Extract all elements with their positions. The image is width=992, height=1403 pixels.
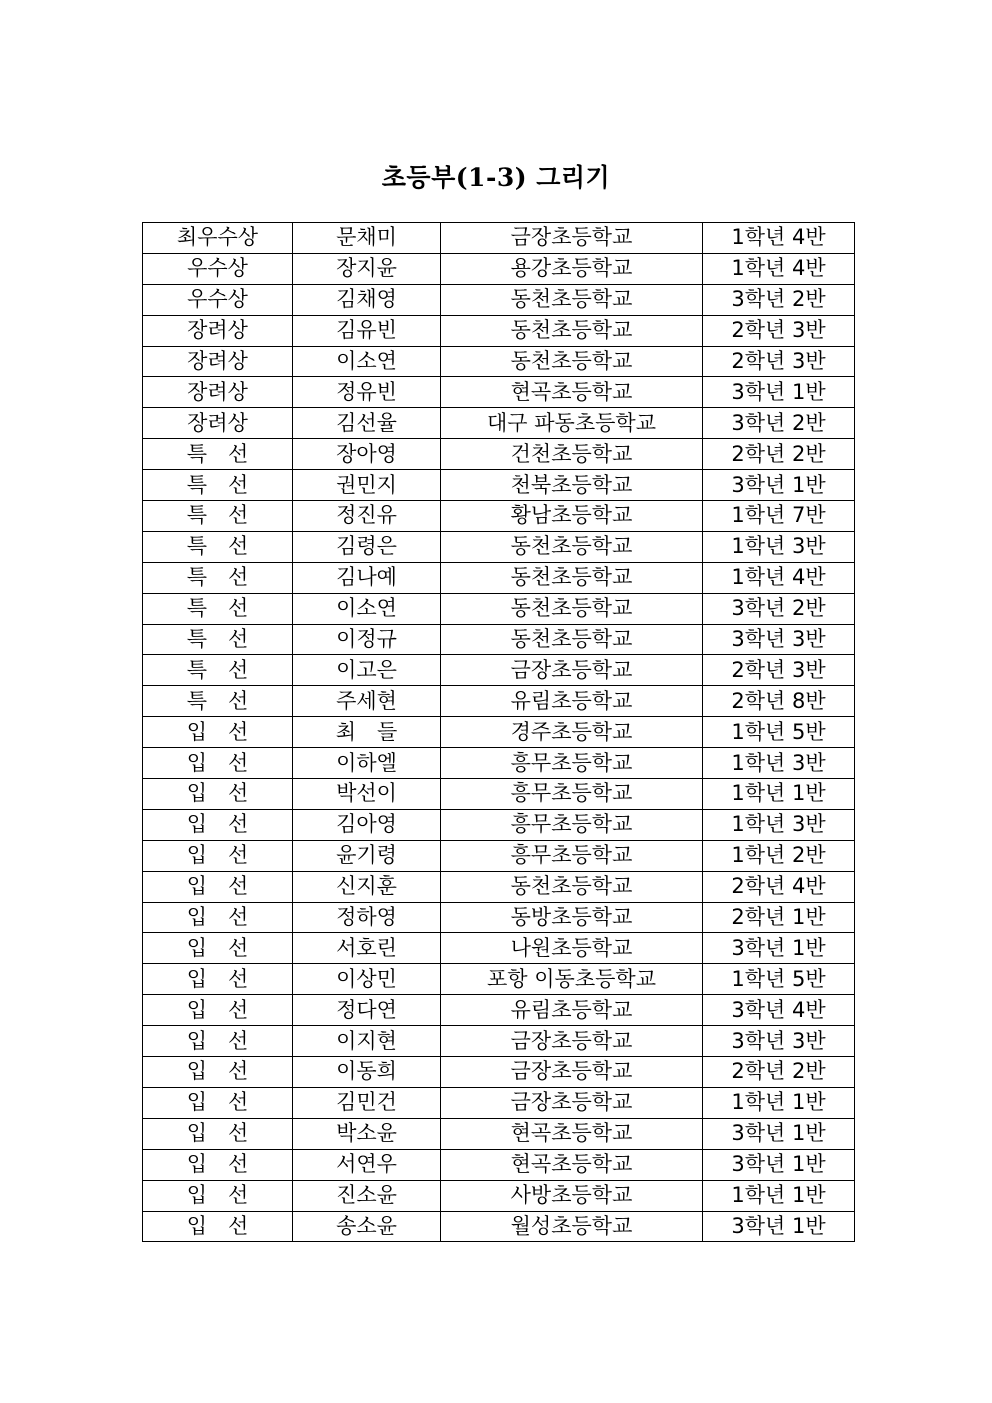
school-cell: 월성초등학교 [441, 1211, 703, 1242]
table-row [143, 593, 855, 624]
school-cell: 경주초등학교 [441, 717, 703, 748]
award-cell: 장려상 [143, 408, 293, 439]
grade-class-cell: 3학년 1반 [703, 933, 855, 964]
school-cell: 용강초등학교 [441, 253, 703, 284]
award-cell: 입 선 [143, 1087, 293, 1118]
award-cell: 입 선 [143, 933, 293, 964]
award-cell: 우수상 [143, 284, 293, 315]
name-cell: 김선율 [293, 408, 441, 439]
school-cell: 천북초등학교 [441, 470, 703, 501]
grade-class-cell: 1학년 5반 [703, 717, 855, 748]
school-cell: 동천초등학교 [441, 624, 703, 655]
school-cell: 현곡초등학교 [441, 377, 703, 408]
awards-table [142, 222, 855, 1242]
grade-class-cell: 3학년 4반 [703, 995, 855, 1026]
grade-class-cell: 1학년 3반 [703, 809, 855, 840]
table-row [143, 871, 855, 902]
table-row [143, 1087, 855, 1118]
school-cell: 사방초등학교 [441, 1180, 703, 1211]
award-cell: 입 선 [143, 748, 293, 779]
name-cell: 이하엘 [293, 748, 441, 779]
name-cell: 이소연 [293, 593, 441, 624]
school-cell: 동방초등학교 [441, 902, 703, 933]
award-cell: 특 선 [143, 562, 293, 593]
grade-class-cell: 1학년 7반 [703, 501, 855, 532]
grade-class-cell: 1학년 5반 [703, 964, 855, 995]
award-cell: 입 선 [143, 871, 293, 902]
name-cell: 정유빈 [293, 377, 441, 408]
name-cell: 김민건 [293, 1087, 441, 1118]
grade-class-cell: 3학년 1반 [703, 377, 855, 408]
award-cell: 특 선 [143, 686, 293, 717]
award-cell: 입 선 [143, 1026, 293, 1057]
grade-class-cell: 1학년 2반 [703, 840, 855, 871]
table-row [143, 1149, 855, 1180]
grade-class-cell: 3학년 3반 [703, 1026, 855, 1057]
name-cell: 이상민 [293, 964, 441, 995]
award-cell: 입 선 [143, 1211, 293, 1242]
table-row [143, 470, 855, 501]
award-cell: 최우수상 [143, 223, 293, 254]
table-row [143, 1118, 855, 1149]
table-row [143, 253, 855, 284]
grade-class-cell: 3학년 2반 [703, 408, 855, 439]
school-cell: 동천초등학교 [441, 871, 703, 902]
school-cell: 현곡초등학교 [441, 1149, 703, 1180]
award-cell: 특 선 [143, 531, 293, 562]
school-cell: 동천초등학교 [441, 284, 703, 315]
school-cell: 흥무초등학교 [441, 748, 703, 779]
name-cell: 정하영 [293, 902, 441, 933]
name-cell: 윤기령 [293, 840, 441, 871]
school-cell: 금장초등학교 [441, 1057, 703, 1088]
school-cell: 동천초등학교 [441, 593, 703, 624]
grade-class-cell: 1학년 3반 [703, 531, 855, 562]
table-row [143, 748, 855, 779]
school-cell: 황남초등학교 [441, 501, 703, 532]
grade-class-cell: 3학년 1반 [703, 470, 855, 501]
name-cell: 정다연 [293, 995, 441, 1026]
table-row [143, 439, 855, 470]
award-cell: 입 선 [143, 809, 293, 840]
table-row [143, 655, 855, 686]
award-cell: 입 선 [143, 717, 293, 748]
name-cell: 이정규 [293, 624, 441, 655]
name-cell: 이동희 [293, 1057, 441, 1088]
grade-class-cell: 2학년 3반 [703, 346, 855, 377]
school-cell: 금장초등학교 [441, 1026, 703, 1057]
grade-class-cell: 1학년 1반 [703, 779, 855, 810]
grade-class-cell: 1학년 4반 [703, 562, 855, 593]
name-cell: 이소연 [293, 346, 441, 377]
table-row [143, 902, 855, 933]
name-cell: 신지훈 [293, 871, 441, 902]
name-cell: 주세현 [293, 686, 441, 717]
name-cell: 진소윤 [293, 1180, 441, 1211]
name-cell: 송소윤 [293, 1211, 441, 1242]
award-cell: 장려상 [143, 377, 293, 408]
name-cell: 최 들 [293, 717, 441, 748]
award-cell: 장려상 [143, 315, 293, 346]
awards-table-body [143, 223, 855, 1242]
table-row [143, 223, 855, 254]
school-cell: 유림초등학교 [441, 686, 703, 717]
table-row [143, 809, 855, 840]
school-cell: 포항 이동초등학교 [441, 964, 703, 995]
name-cell: 박소윤 [293, 1118, 441, 1149]
award-cell: 입 선 [143, 1180, 293, 1211]
name-cell: 권민지 [293, 470, 441, 501]
table-row [143, 377, 855, 408]
name-cell: 서연우 [293, 1149, 441, 1180]
award-cell: 특 선 [143, 439, 293, 470]
name-cell: 김유빈 [293, 315, 441, 346]
grade-class-cell: 3학년 3반 [703, 624, 855, 655]
table-row [143, 840, 855, 871]
award-cell: 입 선 [143, 995, 293, 1026]
award-cell: 특 선 [143, 501, 293, 532]
school-cell: 흥무초등학교 [441, 779, 703, 810]
table-row [143, 1057, 855, 1088]
grade-class-cell: 1학년 4반 [703, 223, 855, 254]
award-cell: 장려상 [143, 346, 293, 377]
table-row [143, 717, 855, 748]
school-cell: 동천초등학교 [441, 315, 703, 346]
table-row [143, 624, 855, 655]
grade-class-cell: 3학년 1반 [703, 1211, 855, 1242]
table-row [143, 1211, 855, 1242]
school-cell: 흥무초등학교 [441, 840, 703, 871]
table-row [143, 1180, 855, 1211]
grade-class-cell: 2학년 3반 [703, 315, 855, 346]
name-cell: 장지윤 [293, 253, 441, 284]
grade-class-cell: 3학년 2반 [703, 284, 855, 315]
award-cell: 우수상 [143, 253, 293, 284]
table-row [143, 284, 855, 315]
name-cell: 김채영 [293, 284, 441, 315]
grade-class-cell: 2학년 1반 [703, 902, 855, 933]
school-cell: 동천초등학교 [441, 562, 703, 593]
school-cell: 동천초등학교 [441, 346, 703, 377]
table-row [143, 346, 855, 377]
grade-class-cell: 1학년 3반 [703, 748, 855, 779]
table-row [143, 779, 855, 810]
name-cell: 서호린 [293, 933, 441, 964]
table-row [143, 1026, 855, 1057]
grade-class-cell: 1학년 4반 [703, 253, 855, 284]
school-cell: 현곡초등학교 [441, 1118, 703, 1149]
grade-class-cell: 3학년 2반 [703, 593, 855, 624]
grade-class-cell: 2학년 2반 [703, 1057, 855, 1088]
school-cell: 동천초등학교 [441, 531, 703, 562]
table-row [143, 408, 855, 439]
school-cell: 대구 파동초등학교 [441, 408, 703, 439]
grade-class-cell: 2학년 4반 [703, 871, 855, 902]
award-cell: 특 선 [143, 593, 293, 624]
name-cell: 이지현 [293, 1026, 441, 1057]
school-cell: 금장초등학교 [441, 223, 703, 254]
page-title: 초등부(1-3) 그리기 [381, 163, 611, 192]
grade-class-cell: 3학년 1반 [703, 1118, 855, 1149]
grade-class-cell: 3학년 1반 [703, 1149, 855, 1180]
grade-class-cell: 2학년 8반 [703, 686, 855, 717]
award-cell: 입 선 [143, 779, 293, 810]
award-cell: 입 선 [143, 1149, 293, 1180]
name-cell: 장아영 [293, 439, 441, 470]
table-row [143, 686, 855, 717]
award-cell: 특 선 [143, 624, 293, 655]
table-row [143, 933, 855, 964]
table-row [143, 562, 855, 593]
grade-class-cell: 2학년 2반 [703, 439, 855, 470]
table-row [143, 995, 855, 1026]
award-cell: 입 선 [143, 1118, 293, 1149]
grade-class-cell: 1학년 1반 [703, 1180, 855, 1211]
school-cell: 유림초등학교 [441, 995, 703, 1026]
grade-class-cell: 1학년 1반 [703, 1087, 855, 1118]
school-cell: 나원초등학교 [441, 933, 703, 964]
school-cell: 금장초등학교 [441, 1087, 703, 1118]
name-cell: 김아영 [293, 809, 441, 840]
award-cell: 특 선 [143, 655, 293, 686]
name-cell: 박선이 [293, 779, 441, 810]
award-cell: 입 선 [143, 902, 293, 933]
table-row [143, 315, 855, 346]
award-cell: 특 선 [143, 470, 293, 501]
award-cell: 입 선 [143, 840, 293, 871]
award-cell: 입 선 [143, 1057, 293, 1088]
school-cell: 건천초등학교 [441, 439, 703, 470]
name-cell: 문채미 [293, 223, 441, 254]
grade-class-cell: 2학년 3반 [703, 655, 855, 686]
award-cell: 입 선 [143, 964, 293, 995]
name-cell: 정진유 [293, 501, 441, 532]
table-row [143, 501, 855, 532]
table-row [143, 531, 855, 562]
name-cell: 김나예 [293, 562, 441, 593]
table-row [143, 964, 855, 995]
school-cell: 금장초등학교 [441, 655, 703, 686]
name-cell: 김령은 [293, 531, 441, 562]
name-cell: 이고은 [293, 655, 441, 686]
school-cell: 흥무초등학교 [441, 809, 703, 840]
